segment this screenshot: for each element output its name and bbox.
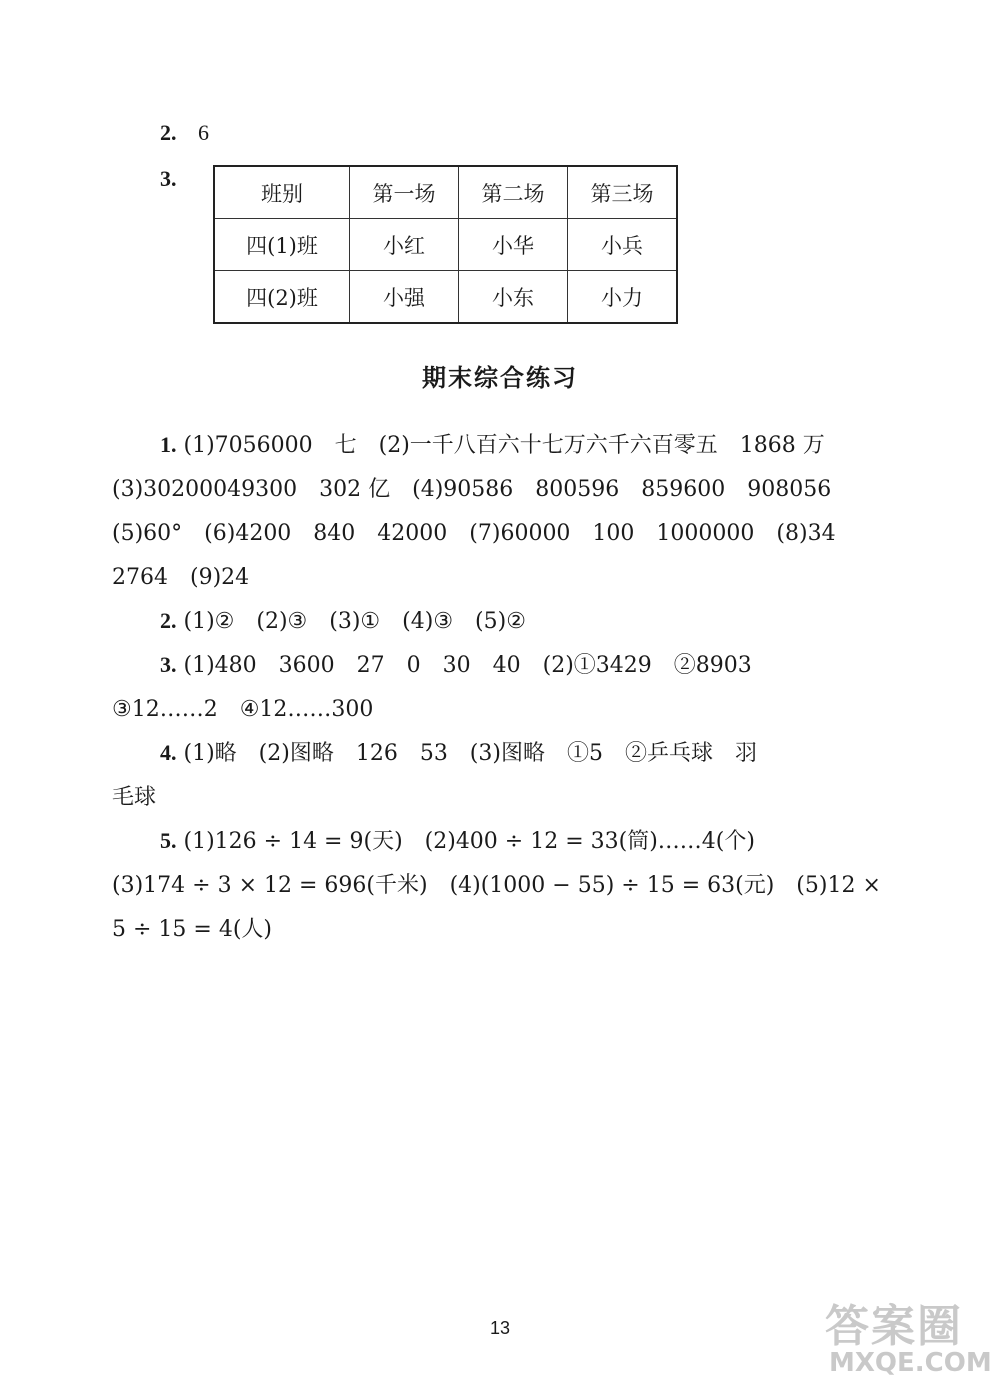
answer-4-text: (1)略 (2)图略 126 53 (3)图略 ①5 ②乒乓球 羽 — [183, 741, 757, 766]
table-cell: 小强 — [350, 271, 459, 324]
table-cell: 四(1)班 — [214, 219, 350, 271]
item-2-number: 2. — [160, 120, 177, 145]
answer-5-line-3: 5 ÷ 15 = 4(人) — [112, 917, 272, 942]
page-number: 13 — [489, 1318, 511, 1338]
answer-1-line-3: (5)60° (6)4200 840 42000 (7)60000 100 1000000 (8)34 — [112, 521, 836, 546]
item-2-answer: 6 — [198, 120, 209, 145]
answer-2-line-1 — [160, 604, 526, 635]
answer-3-number: 3. — [160, 652, 177, 677]
answer-1-line-1 — [160, 428, 825, 459]
table-cell: 小东 — [459, 271, 568, 324]
table-cell: 小红 — [350, 219, 459, 271]
table-row — [214, 219, 677, 271]
answer-3-text: (1)480 3600 27 0 30 40 (2)①3429 ②8903 — [183, 653, 752, 678]
answer-5-line-2: (3)174 ÷ 3 × 12 = 696(千米) (4)(1000 − 55) ÷ 15 = 63(元) (5)12 × — [112, 873, 881, 898]
answer-3-line-1 — [160, 648, 752, 679]
table-cell: 第一场 — [350, 166, 459, 219]
answer-1-line-4: 2764 (9)24 — [112, 565, 250, 590]
table-cell: 小力 — [568, 271, 678, 324]
watermark-url: MXQE.COM — [829, 1348, 992, 1378]
table-cell: 第二场 — [459, 166, 568, 219]
answer-4-line-1 — [160, 736, 757, 767]
item-3-number: 3. — [160, 166, 177, 191]
table-row — [214, 271, 677, 324]
answer-5-number: 5. — [160, 828, 177, 853]
answer-1-line-2: (3)30200049300 302 亿 (4)90586 800596 859600 908056 — [112, 477, 832, 502]
table-cell: 第三场 — [568, 166, 678, 219]
section-title: 期末综合练习 — [422, 364, 578, 392]
answer-2-number: 2. — [160, 608, 177, 633]
answer-4-number: 4. — [160, 740, 177, 765]
answer-2-text: (1)② (2)③ (3)① (4)③ (5)② — [183, 609, 526, 634]
table-cell: 小兵 — [568, 219, 678, 271]
answer-1-number: 1. — [160, 432, 177, 457]
class-schedule-table — [213, 165, 678, 324]
table-cell: 四(2)班 — [214, 271, 350, 324]
answer-3-line-2: ③12……2 ④12……300 — [112, 697, 374, 722]
answer-5-text: (1)126 ÷ 14 = 9(天) (2)400 ÷ 12 = 33(筒)……4(个) — [183, 829, 755, 854]
table-cell: 小华 — [459, 219, 568, 271]
watermark — [815, 1290, 995, 1386]
answer-4-line-2: 毛球 — [112, 785, 157, 810]
watermark-logo: 答案圈 — [825, 1301, 963, 1352]
answer-5-line-1 — [160, 824, 755, 855]
table-row — [214, 166, 677, 219]
table-cell: 班别 — [214, 166, 350, 219]
answer-1-text: (1)7056000 七 (2)一千八百六十七万六千六百零五 1868 万 — [183, 433, 825, 458]
